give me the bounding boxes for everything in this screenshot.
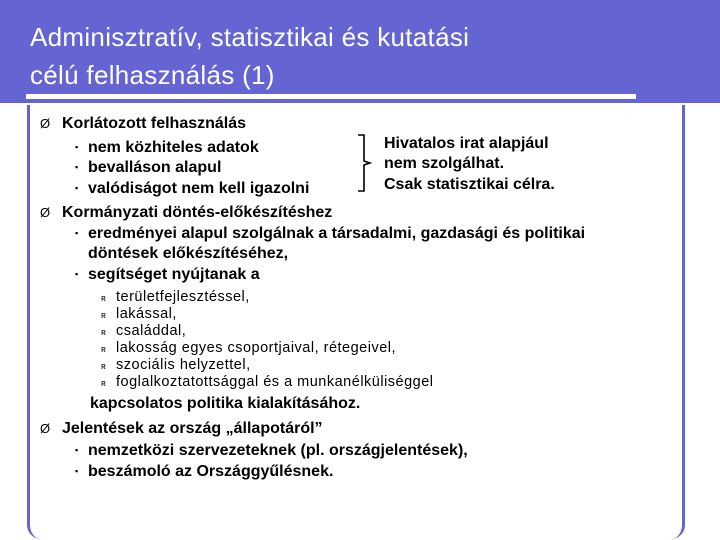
- right-brace-icon: [356, 134, 372, 192]
- square-bullet-icon: ▪: [75, 269, 79, 279]
- restricted-note-line: nem szolgálhat.: [384, 155, 505, 172]
- square-bullet-icon: ▪: [75, 183, 79, 193]
- small-bullet-icon: ʀ: [101, 361, 106, 371]
- policy-area: családdal,: [116, 323, 187, 339]
- policy-area: szociális helyzettel,: [116, 357, 251, 373]
- title-bar: [0, 0, 720, 103]
- slide-title: [30, 18, 469, 94]
- title-underline: [26, 94, 636, 99]
- government-heading: Kormányzati döntés-előkészítéshez: [62, 204, 333, 221]
- reports-heading: Jelentések az ország „állapotáról”: [62, 420, 323, 437]
- small-bullet-icon: ʀ: [101, 327, 106, 337]
- small-bullet-icon: ʀ: [101, 378, 106, 388]
- restricted-note-line: Csak statisztikai célra.: [384, 176, 555, 193]
- policy-area: lakással,: [116, 306, 177, 322]
- square-bullet-icon: ▪: [75, 142, 79, 152]
- reports-item: beszámoló az Országgyűlésnek.: [88, 463, 334, 480]
- small-bullet-icon: ʀ: [101, 344, 106, 354]
- restricted-item: valódiságot nem kell igazolni: [88, 180, 310, 197]
- policy-area: lakosság egyes csoportjaival, rétegeivel,: [116, 340, 397, 356]
- slide-title-line-2: célú felhasználás (1): [30, 60, 275, 90]
- policy-area: területfejlesztéssel,: [116, 289, 250, 305]
- restricted-item: nem közhiteles adatok: [88, 139, 259, 156]
- restricted-item: bevalláson alapul: [88, 159, 222, 176]
- government-tail: kapcsolatos politika kialakításához.: [90, 395, 361, 412]
- arrow-bullet-icon: Ø: [40, 116, 51, 131]
- square-bullet-icon: ▪: [75, 162, 79, 172]
- restricted-note-line: Hivatalos irat alapjául: [384, 135, 549, 152]
- slide-title-line-1: Adminisztratív, statisztikai és kutatási: [30, 22, 470, 52]
- government-item-line: eredményei alapul szolgálnak a társadalmi, gazdasági és politikai: [88, 225, 586, 242]
- government-item-line: döntések előkészítéséhez,: [88, 245, 289, 262]
- arrow-bullet-icon: Ø: [40, 205, 51, 220]
- restricted-use-heading: Korlátozott felhasználás: [62, 115, 247, 132]
- square-bullet-icon: ▪: [75, 466, 79, 476]
- policy-area: foglalkoztatottsággal és a munkanélküliséggel: [116, 374, 434, 390]
- reports-item: nemzetközi szervezeteknek (pl. országjelentések),: [88, 442, 468, 459]
- arrow-bullet-icon: Ø: [40, 421, 51, 436]
- government-item: segítséget nyújtanak a: [88, 266, 260, 283]
- square-bullet-icon: ▪: [75, 228, 79, 238]
- small-bullet-icon: ʀ: [101, 293, 106, 303]
- square-bullet-icon: ▪: [75, 445, 79, 455]
- small-bullet-icon: ʀ: [101, 310, 106, 320]
